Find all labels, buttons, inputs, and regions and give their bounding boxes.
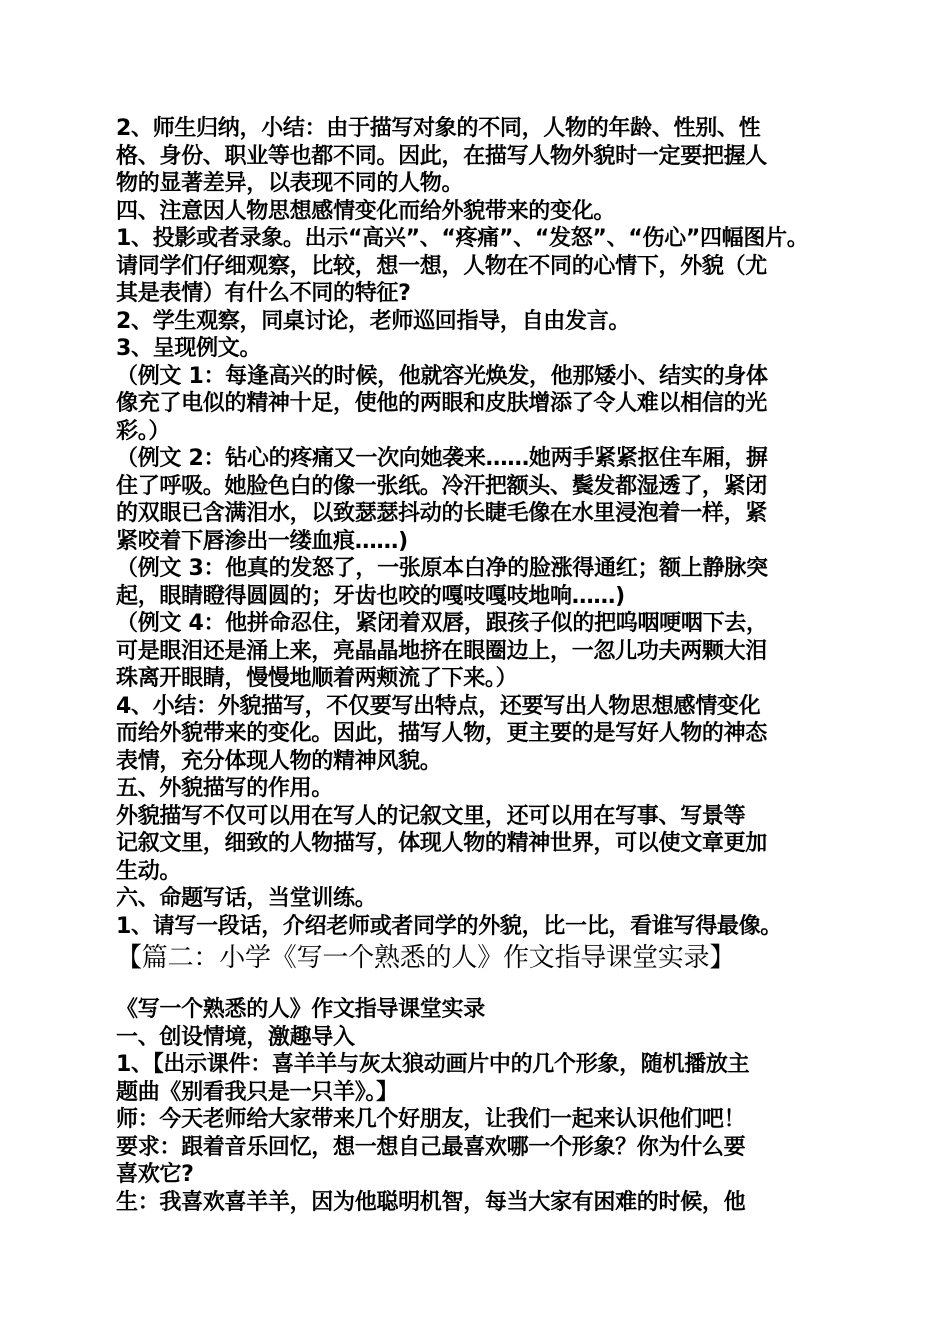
text-line: 格、身份、职业等也都不同。因此，在描写人物外貌时一定要把握人 (116, 143, 768, 169)
document-page (116, 115, 838, 1216)
text-line: 要求：跟着音乐回忆，想一想自己最喜欢哪一个形象？你为什么要 (116, 1134, 746, 1160)
text-line: 生动。 (116, 858, 182, 884)
text-line: 请同学们仔细观察，比较，想一想，人物在不同的心情下，外貌（尤 (116, 253, 768, 279)
text-line: 生：我喜欢喜羊羊，因为他聪明机智，每当大家有困难的时候，他 (116, 1189, 746, 1215)
text-line: 2、学生观察，同桌讨论，老师巡回指导，自由发言。 (116, 308, 631, 334)
text-line: 外貌描写不仅可以用在写人的记叙文里，还可以用在写事、写景等 (116, 803, 746, 829)
text-line: 珠离开眼睛，慢慢地顺着两颊流了下来。） (116, 666, 518, 691)
text-line: 师：今天老师给大家带来几个好朋友，让我们一起来认识他们吧！ (116, 1107, 746, 1132)
section-heading: 【篇二：小学《写一个熟悉的人》作文指导课堂实录】 (116, 943, 736, 973)
text-line: （例文 1：每逢高兴的时候，他就容光焕发，他那矮小、结实的身体 (116, 363, 768, 389)
text-line: 表情，充分体现人物的精神风貌。 (116, 748, 442, 774)
text-line: 2、师生归纳，小结：由于描写对象的不同，人物的年龄、性别、性 (116, 116, 761, 141)
text-line: 五、外貌描写的作用。 (116, 776, 334, 801)
text-line: 其是表情）有什么不同的特征? (116, 281, 411, 306)
body-text-part2 (116, 996, 838, 1216)
text-line: 紧咬着下唇渗出一缕血痕……) (116, 528, 408, 554)
text-line: 的双眼已含满泪水，以致瑟瑟抖动的长睫毛像在水里浸泡着一样，紧 (116, 501, 768, 526)
blank-line (116, 976, 838, 996)
text-line: 彩。） (116, 418, 171, 444)
text-line: 题曲《别看我只是一只羊》。】 (116, 1079, 398, 1105)
text-line: （例文 2：钻心的疼痛又一次向她袭来……她两手紧紧抠住车厢，摒 (116, 446, 768, 471)
text-line: 可是眼泪还是涌上来，亮晶晶地挤在眼圈边上，一忽儿功夫两颗大泪 (116, 638, 768, 664)
text-line: 一、创设情境，激趣导入 (116, 1024, 355, 1050)
text-line: 1、【出示课件：喜羊羊与灰太狼动画片中的几个形象，随机播放主 (116, 1052, 750, 1077)
body-text-part1 (116, 115, 838, 940)
text-line: 四、注意因人物思想感情变化而给外貌带来的变化。 (116, 198, 616, 224)
text-line: 物的显著差异，以表现不同的人物。 (116, 171, 464, 196)
text-line: 起，眼睛瞪得圆圆的；牙齿也咬的嘎吱嘎吱地响……) (116, 583, 625, 609)
text-line: 喜欢它? (116, 1162, 194, 1187)
text-line: 1、请写一段话，介绍老师或者同学的外貌，比一比，看谁写得最像。 (116, 913, 783, 939)
text-line: 而给外貌带来的变化。因此，描写人物，更主要的是写好人物的神态 (116, 721, 768, 746)
text-line: （例文 4：他拼命忍住，紧闭着双唇，跟孩子似的把呜咽哽咽下去， (116, 611, 768, 636)
text-line: 记叙文里，细致的人物描写，体现人物的精神世界，可以使文章更加 (116, 831, 768, 856)
text-line: 六、命题写话，当堂训练。 (116, 886, 377, 911)
text-line: 住了呼吸。她脸色白的像一张纸。冷汗把额头、鬓发都湿透了，紧闭 (116, 473, 768, 499)
text-line: 《写一个熟悉的人》作文指导课堂实录 (116, 997, 485, 1022)
text-line: 像充了电似的精神十足，使他的两眼和皮肤增添了令人难以相信的光 (116, 391, 768, 416)
text-line: 4、小结：外貌描写，不仅要写出特点，还要写出人物思想感情变化 (116, 693, 761, 719)
text-line: （例文 3：他真的发怒了，一张原本白净的脸涨得通红；额上静脉突 (116, 556, 768, 581)
text-line: 3、呈现例文。 (116, 336, 262, 361)
text-line: 1、投影或者录象。出示“高兴”、“疼痛”、“发怒”、“伤心”四幅图片。 (116, 226, 809, 251)
